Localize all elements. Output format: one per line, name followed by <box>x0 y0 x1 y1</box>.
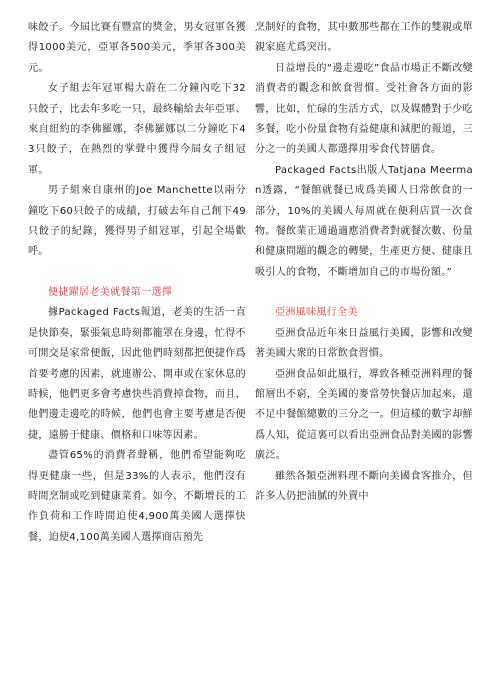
paragraph: 日益增長的“邊走邊吃”食品市場正不斷改變消費者的觀念和飲食習慣。受社會各方面的影響，比如，忙碌的生活方式，以及媒體對于少吃多餐，吃小份量食物有益健康和減肥的報道，三分之一的美國人都選擇用零食代替膳食。 <box>255 62 473 156</box>
section-spacer <box>255 283 473 303</box>
paragraph: Packaged Facts出版人Tatjana Meerman透露，“餐館就餐已成爲美國人日常飲食的一部分，10%的美國人每周就在便利店買一次食物。餐飲業正通過適應消費者對就餐次數、份量和健康問題的觀念的轉變，生產更方便、健康且吸引人的食物，不斷增加自己的市場份額。” <box>255 164 473 278</box>
paragraph: 味餃子。今屆比賽有豐富的獎金，男女冠軍各獲得1000美元，亞軍各500美元，季軍各300美元。 <box>28 22 246 74</box>
paragraph: 烹制好的食物，其中數那些都在工作的雙親或單親家庭尤爲突出。 <box>255 22 473 54</box>
paragraph: 據Packaged Facts報道，老美的生活一直是快節奏，緊張氣息時刻都籠罩在身邊，忙得不可開交是家常便飯，因此他們時刻都把便捷作爲首要考慮的因素，就連辦公、開車或在家休息的時候，他們更多會考慮快些消費掉食物，而且，他們邊走邊吃的時候，他們也會主要考慮是否便捷，遠勝于健康、價格和口味等因素。 <box>28 307 246 441</box>
section-spacer <box>28 263 246 283</box>
paragraph: 盡管65%的消費者聲稱，他們希望能夠吃得更健康一些，但是33%的人表示，他們沒有時間烹制或吃到健康菜肴。如今，不斷增長的工作負荷和工作時間迫使4,900萬美國人選擇快餐，迫使4,100萬美國人選擇商店預先 <box>28 450 246 543</box>
section-heading: 亞洲風味風行全美 <box>275 307 358 319</box>
paragraph: 男子組來自康州的Joe Manchette以兩分鐘吃下60只餃子的成績，打破去年自己創下49只餃子的紀錄，獲得男子組冠軍，引起全場歡呼。 <box>28 185 246 258</box>
right-column <box>255 18 473 507</box>
paragraph: 女子組去年冠軍楊大蔚在二分鐘內吃下32只餃子，比去年多吃一只，最終輸給去年亞軍、來自紐約的李佛羅娜，李佛羅娜以二分鐘吃下43只餃子，在熱烈的掌聲中獲得今屆女子組冠軍。 <box>28 83 246 176</box>
section-heading: 便捷躍居老美就餐第一選擇 <box>48 286 173 298</box>
paragraph: 雖然各類亞洲料理不斷向美國食客推介，但許多人仍把油膩的外賣中 <box>255 470 473 502</box>
paragraph: 亞洲食品如此風行，導致各種亞洲料理的餐館層出不窮，全美國的麥當勞快餐店加起來，還不足中餐館總數的三分之一。但這樣的數字却鮮爲人知，從這裏可以看出亞洲食品對美國的影響廣泛。 <box>255 368 473 462</box>
paragraph: 亞洲食品近年來日益風行美國，影響和改變著美國大衆的日常飲食習慣。 <box>255 327 473 360</box>
left-column <box>28 18 246 548</box>
